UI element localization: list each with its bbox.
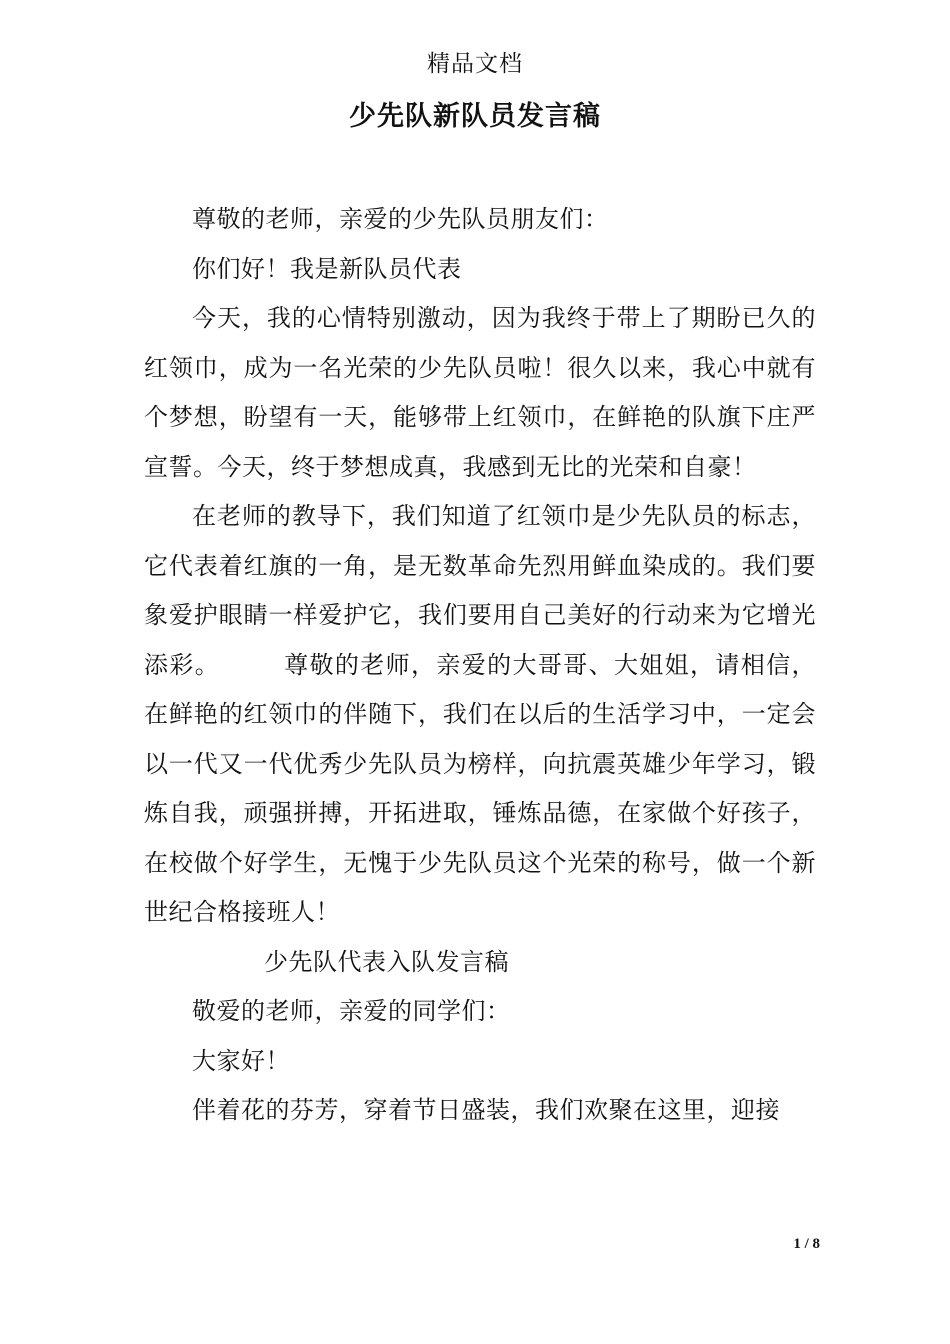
document-title: 少先队新队员发言稿: [349, 101, 601, 132]
paragraph-greeting-2: 敬爱的老师，亲爱的同学们：: [192, 997, 511, 1025]
page-header: 精品文档: [427, 51, 523, 77]
document-body: [144, 195, 816, 1136]
paragraph-opening: 伴着花的芬芳，穿着节日盛装，我们欢聚在这里，迎接: [192, 1096, 780, 1124]
paragraph-intro: 你们好！我是新队员代表: [192, 254, 462, 283]
paragraph-greeting: 尊敬的老师，亲爱的少先队员朋友们：: [192, 205, 609, 233]
page-number: 1 / 8: [793, 1236, 820, 1252]
paragraph-hello: 大家好！: [192, 1046, 290, 1075]
paragraph-feelings: 今天，我的心情特别激动，因为我终于带上了期盼已久的红领巾，成为一名光荣的少先队员啦！很久以来，我心中就有个梦想，盼望有一天，能够带上红领巾，在鲜艳的队旗下庄严宣誓。今天，终于梦想成真，我感到无比的光荣和自豪！: [144, 304, 816, 481]
paragraph-red-scarf: 在老师的教导下，我们知道了红领巾是少先队员的标志，它代表着红旗的一角，是无数革命先烈用鲜血染成的。我们要象爱护眼睛一样爱护它，我们要用自己美好的行动来为它增光添彩。 尊敬的老师，亲爱的大哥哥、大姐姐，请相信，在鲜艳的红领巾的伴随下，我们在以后的生活学习中，一定会以一代又一代优秀少先队员为榜样，向抗震英雄少年学习，锻炼自我，顽强拼搏，开拓进取，锤炼品德，在家做个好孩子，在校做个好学生，无愧于少先队员这个光荣的称号，做一个新世纪合格接班人！: [144, 502, 816, 926]
section-subtitle: 少先队代表入队发言稿: [264, 947, 509, 976]
